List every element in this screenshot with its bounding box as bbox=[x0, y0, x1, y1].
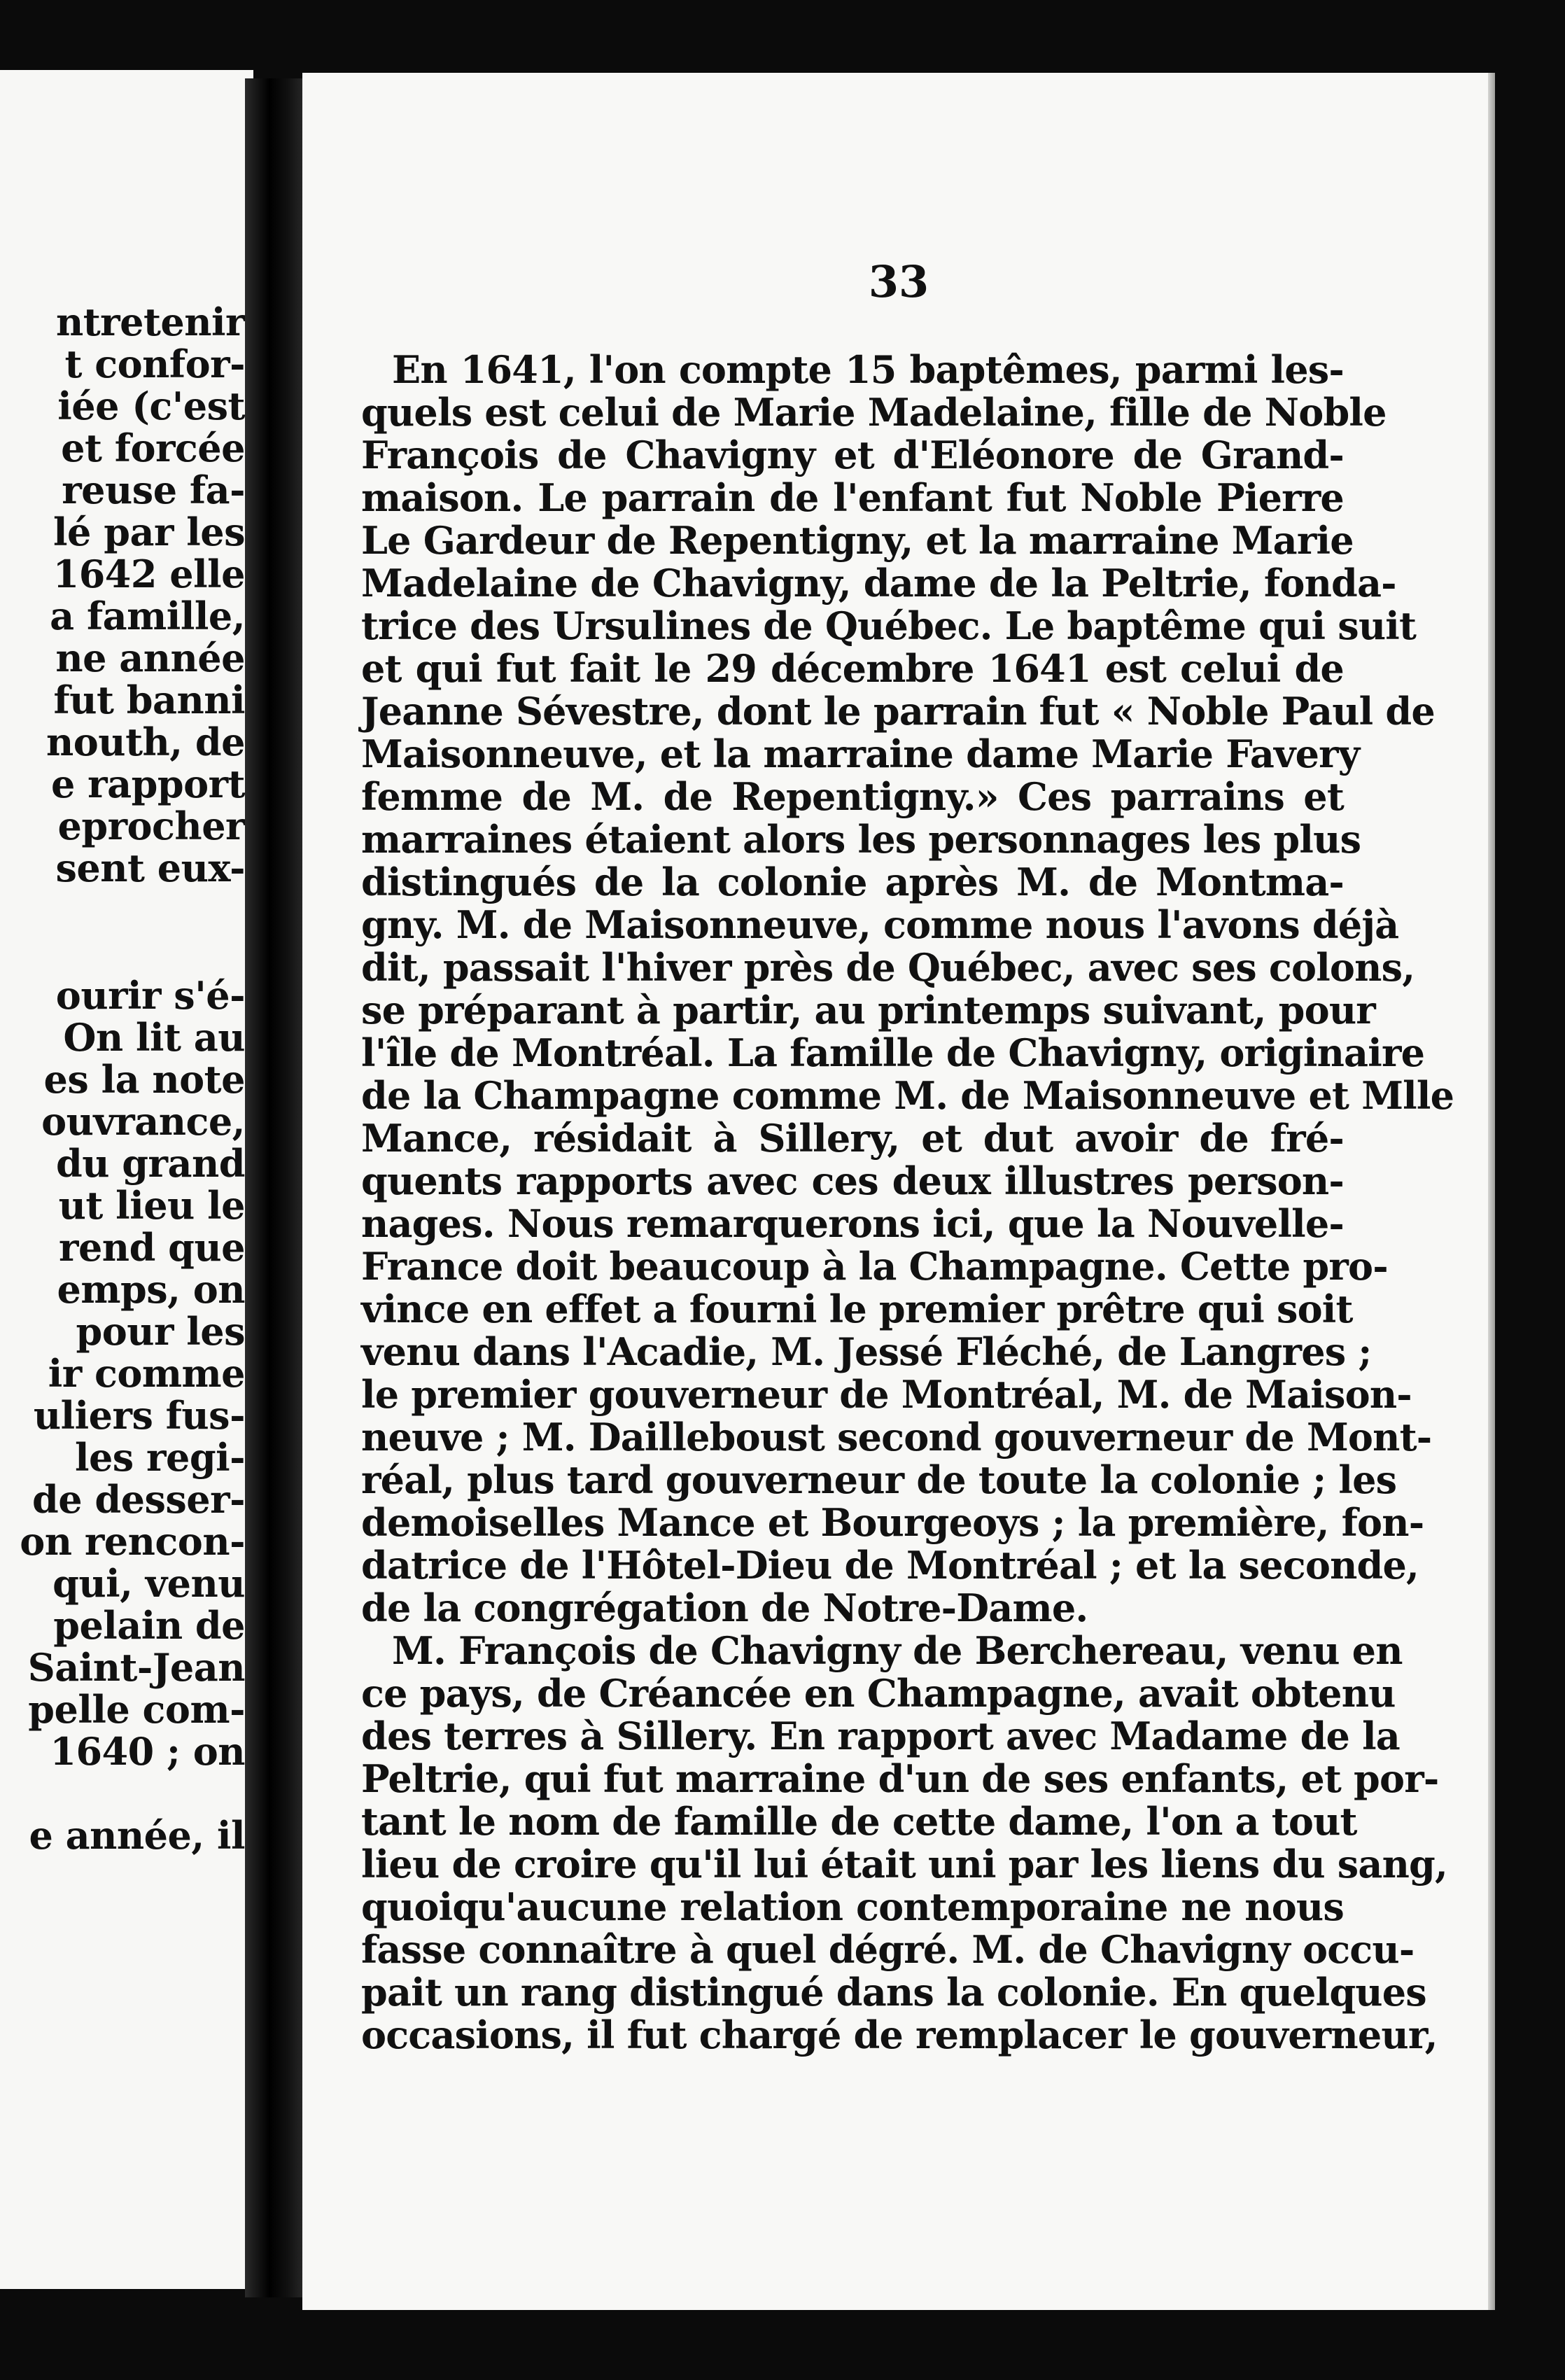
text-line: neuve ; M. Dailleboust second gouverneur de Mont- bbox=[361, 1415, 1432, 1460]
text-line: marraines étaient alors les personnages les plus bbox=[361, 817, 1361, 862]
text-line: du grand bbox=[55, 1141, 245, 1186]
text-line: et qui fut fait le 29 décembre 1641 est celui de bbox=[361, 646, 1344, 691]
text-line: Mance, résidait à Sillery, et dut avoir de fré- bbox=[361, 1116, 1344, 1161]
text-line: sent eux- bbox=[55, 846, 245, 890]
text-line: rend que bbox=[59, 1225, 245, 1270]
text-line: e année, il bbox=[29, 1813, 245, 1858]
previous-page bbox=[0, 70, 253, 2289]
page-edge bbox=[1488, 73, 1495, 2310]
text-line: ntretenir bbox=[55, 300, 245, 344]
text-line: dit, passait l'hiver près de Québec, avec ses colons, bbox=[361, 945, 1415, 990]
text-line: ourir s'é- bbox=[55, 973, 245, 1018]
text-line: pelain de bbox=[53, 1603, 245, 1648]
text-line: de la Champagne comme M. de Maisonneuve et Mlle bbox=[361, 1073, 1454, 1118]
paragraph-2 bbox=[361, 1628, 1448, 2057]
text-line: de desser- bbox=[31, 1477, 245, 1522]
text-line: se préparant à partir, au printemps suivant, pour bbox=[361, 988, 1375, 1032]
text-line: ce pays, de Créancée en Champagne, avait obtenu bbox=[361, 1671, 1396, 1716]
text-line: François de Chavigny et d'Eléonore de Grand- bbox=[361, 433, 1344, 477]
text-line: t confor- bbox=[64, 342, 245, 386]
text-line: 1642 elle bbox=[52, 552, 245, 596]
paragraph-1 bbox=[361, 347, 1454, 1630]
text-line: iée (c'est bbox=[57, 384, 245, 428]
text-line: occasions, il fut chargé de remplacer le gouverneur, bbox=[361, 2012, 1438, 2057]
text-line: venu dans l'Acadie, M. Jessé Fléché, de Langres ; bbox=[361, 1329, 1372, 1374]
text-line: tant le nom de famille de cette dame, l'on a tout bbox=[361, 1799, 1357, 1844]
text-line: réal, plus tard gouverneur de toute la colonie ; les bbox=[361, 1457, 1397, 1502]
previous-page-text bbox=[20, 301, 245, 1856]
text-line: reuse fa- bbox=[62, 468, 245, 512]
text-line: es la note bbox=[43, 1057, 245, 1102]
text-line: quels est celui de Marie Madelaine, fille de Noble bbox=[361, 390, 1387, 435]
text-line: Jeanne Sévestre, dont le parrain fut « Noble Paul de bbox=[361, 689, 1435, 734]
text-line: on rencon- bbox=[20, 1519, 245, 1564]
text-line: l'île de Montréal. La famille de Chavigny, originaire bbox=[361, 1030, 1425, 1075]
text-line: Peltrie, qui fut marraine d'un de ses enfants, et por- bbox=[361, 1756, 1439, 1801]
text-line: trice des Ursulines de Québec. Le baptême qui suit bbox=[361, 603, 1417, 648]
text-line: demoiselles Mance et Bourgeoys ; la première, fon- bbox=[361, 1500, 1424, 1545]
text-line: M. François de Chavigny de Berchereau, venu en bbox=[392, 1628, 1403, 1673]
text-line: lieu de croire qu'il lui était uni par les liens du sang, bbox=[361, 1842, 1448, 1886]
text-line: ir comme bbox=[48, 1351, 245, 1396]
text-line: ut lieu le bbox=[58, 1183, 245, 1228]
text-line: nages. Nous remarquerons ici, que la Nouvelle- bbox=[361, 1201, 1344, 1246]
text-line: ouvrance, bbox=[41, 1099, 245, 1144]
text-line: gny. M. de Maisonneuve, comme nous l'avons déjà bbox=[361, 902, 1399, 947]
text-line: Le Gardeur de Repentigny, et la marraine Marie bbox=[361, 518, 1354, 563]
text-line: emps, on bbox=[57, 1267, 245, 1312]
text-line: de la congrégation de Notre-Dame. bbox=[361, 1586, 1088, 1630]
text-line: En 1641, l'on compte 15 baptêmes, parmi les- bbox=[392, 347, 1344, 392]
text-line: fasse connaître à quel dégré. M. de Chavigny occu- bbox=[361, 1927, 1415, 1972]
text-line: On lit au bbox=[63, 1015, 245, 1060]
text-line: les regi- bbox=[74, 1435, 245, 1480]
text-line: qui, venu bbox=[52, 1561, 245, 1606]
text-line: quoiqu'aucune relation contemporaine ne nous bbox=[361, 1884, 1344, 1929]
text-line: datrice de l'Hôtel-Dieu de Montréal ; et la seconde, bbox=[361, 1543, 1419, 1588]
scan-right-border bbox=[1495, 0, 1565, 2380]
text-line: eprocher bbox=[57, 804, 245, 848]
text-line: femme de M. de Repentigny.» Ces parrains et bbox=[361, 774, 1344, 819]
text-line: France doit beaucoup à la Champagne. Cette pro- bbox=[361, 1244, 1388, 1289]
text-line: pour les bbox=[76, 1309, 245, 1354]
text-line: uliers fus- bbox=[33, 1393, 245, 1438]
text-line: vince en effet a fourni le premier prêtre qui soit bbox=[361, 1287, 1353, 1331]
page-number: 33 bbox=[868, 256, 929, 307]
text-line: nouth, de bbox=[46, 720, 245, 764]
text-line: fut banni bbox=[53, 678, 245, 722]
text-line: Maisonneuve, et la marraine dame Marie Favery bbox=[361, 732, 1360, 776]
page-body-text bbox=[361, 347, 1454, 2057]
text-line: des terres à Sillery. En rapport avec Madame de la bbox=[361, 1714, 1400, 1758]
text-line: et forcée bbox=[61, 426, 245, 470]
book-gutter bbox=[245, 78, 307, 2297]
text-line: a famille, bbox=[50, 594, 245, 638]
text-line: pelle com- bbox=[28, 1687, 245, 1732]
text-line: lé par les bbox=[53, 510, 245, 554]
text-line: quents rapports avec ces deux illustres person- bbox=[361, 1158, 1344, 1203]
text-line: Saint-Jean bbox=[27, 1645, 245, 1690]
text-line: e rapport bbox=[50, 762, 245, 806]
text-line: le premier gouverneur de Montréal, M. de Maison- bbox=[361, 1372, 1412, 1417]
text-line: Madelaine de Chavigny, dame de la Peltrie, fonda- bbox=[361, 561, 1396, 606]
text-line: 1640 ; on bbox=[50, 1729, 245, 1774]
text-line: ne année bbox=[55, 636, 245, 680]
text-line: distingués de la colonie après M. de Montma- bbox=[361, 860, 1344, 904]
text-line: pait un rang distingué dans la colonie. En quelques bbox=[361, 1970, 1426, 2015]
text-line: maison. Le parrain de l'enfant fut Noble Pierre bbox=[361, 475, 1344, 520]
